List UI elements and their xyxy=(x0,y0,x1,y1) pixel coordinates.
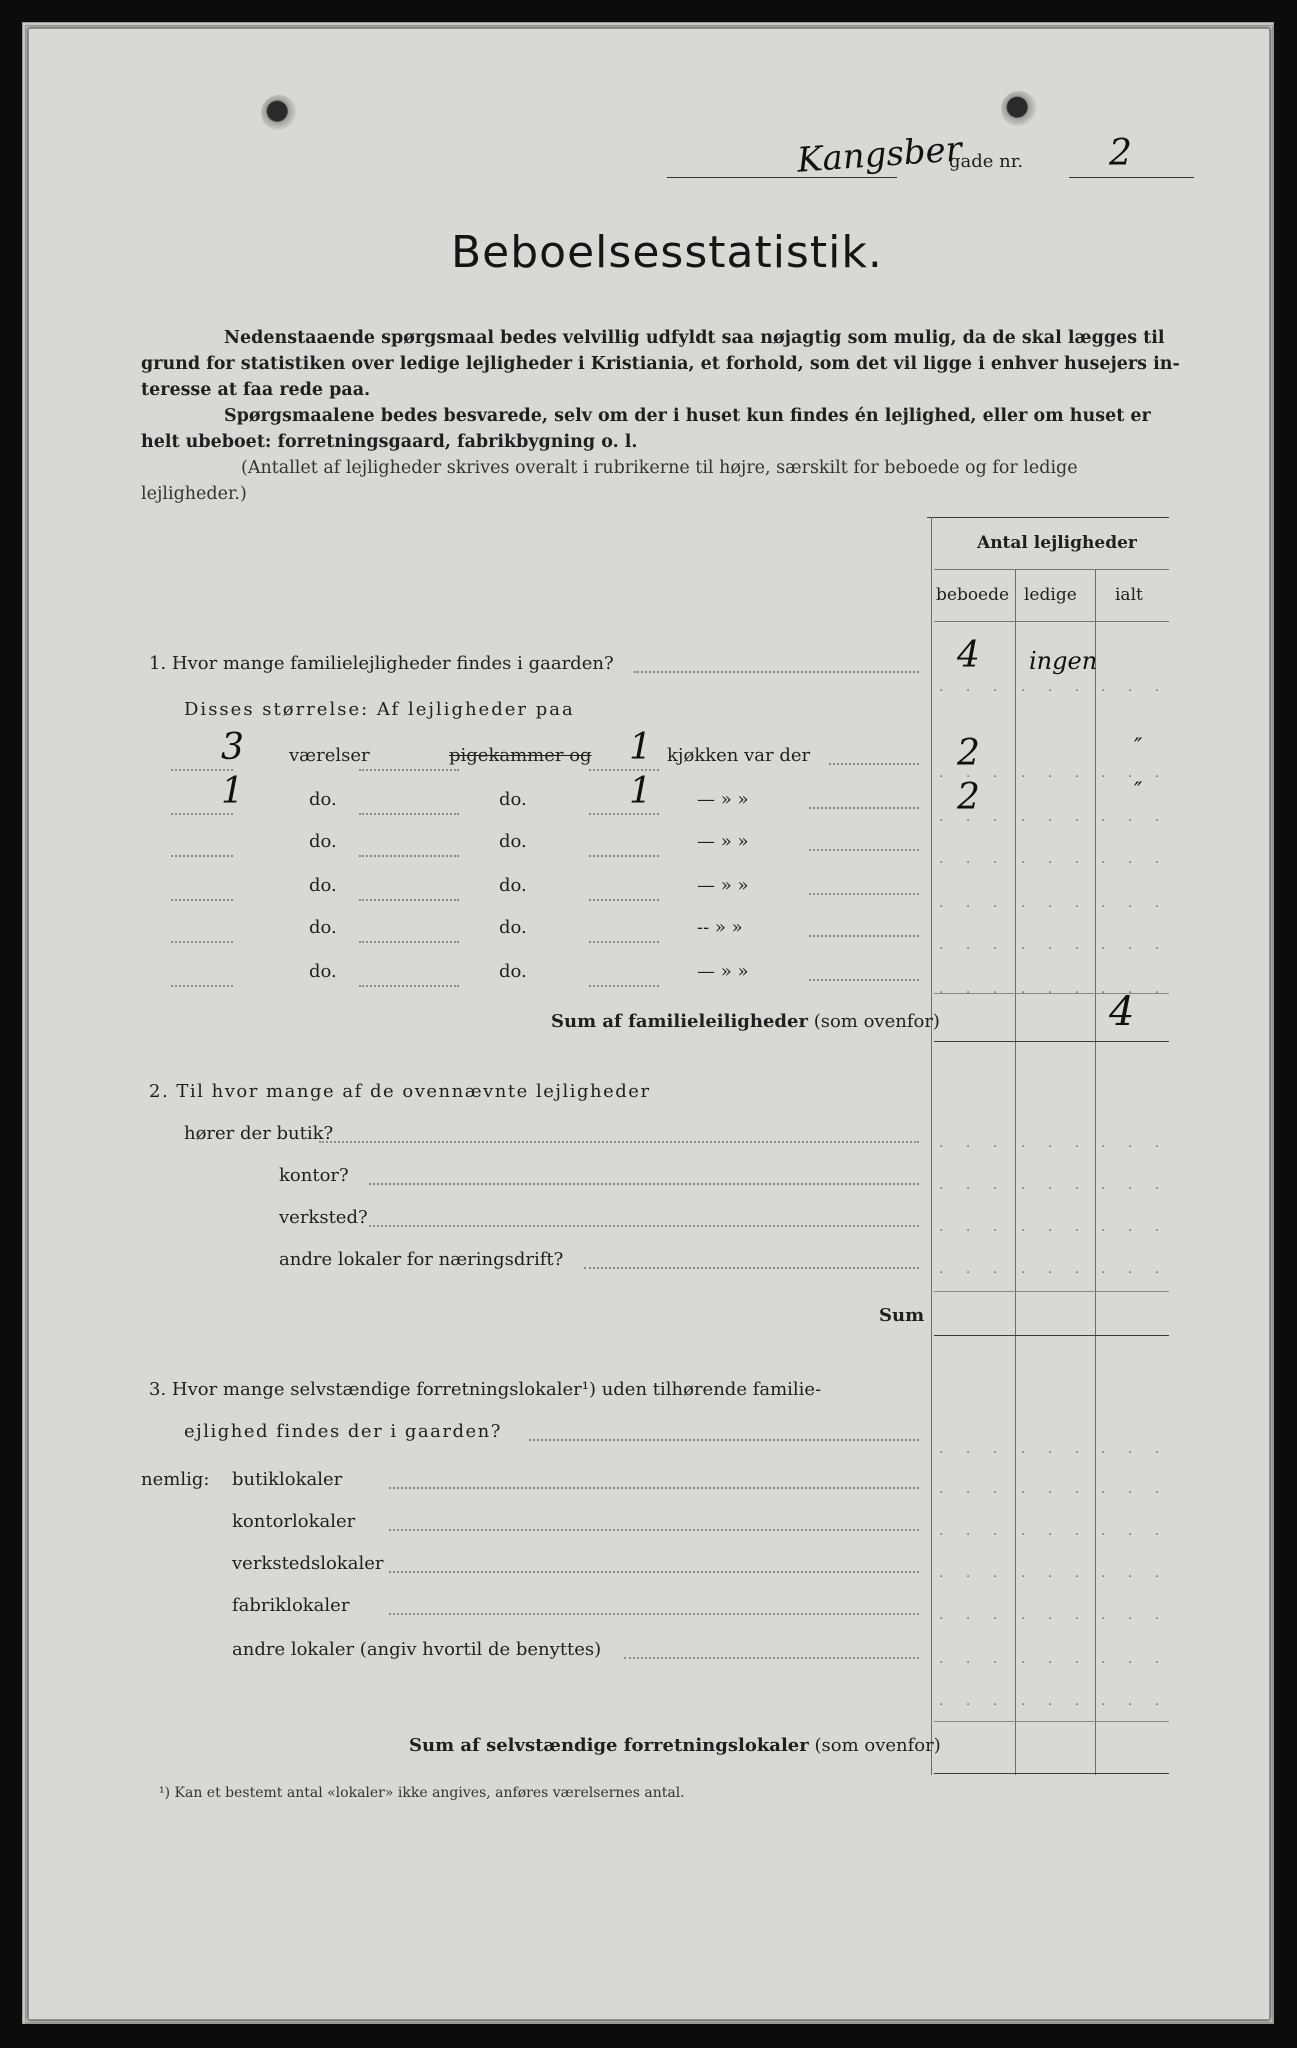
q1-answer-beboede: 4 xyxy=(957,635,980,676)
q1-row-kitchen-label: — » » xyxy=(697,789,749,810)
q1-row-rooms: 1 xyxy=(221,771,244,812)
table-cell: . . . xyxy=(1021,1607,1089,1623)
table-cell: . . . xyxy=(1101,1219,1169,1235)
street-handwritten: Kangsber xyxy=(795,129,964,181)
q1-sum-label xyxy=(551,1011,940,1032)
q1-row-ialt: ″ xyxy=(1134,735,1143,760)
leader-dots xyxy=(624,1657,919,1659)
q1-row-pige-label: do. xyxy=(499,789,527,810)
col-header-ialt: ialt xyxy=(1115,585,1143,605)
table-cell: . . . xyxy=(939,1177,1007,1193)
leader-dots xyxy=(584,1267,919,1269)
table-cell: . . . xyxy=(1101,1693,1169,1709)
punch-hole-icon xyxy=(261,95,297,131)
leader-dots xyxy=(589,941,659,943)
leader-dots xyxy=(359,941,459,943)
table-cell: . . . xyxy=(939,937,1007,953)
sum-top-rule xyxy=(934,1291,1169,1292)
leader-dots xyxy=(171,985,233,987)
q3-item: verkstedslokaler xyxy=(232,1553,384,1574)
table-cell: . . . xyxy=(939,1651,1007,1667)
table-cell: . . . xyxy=(1021,1135,1089,1151)
leader-dots xyxy=(359,769,459,771)
q1-row-pige-label: pigekammer og xyxy=(449,745,592,766)
q1-row-kitchen-label: -- » » xyxy=(697,917,743,938)
table-cell: . . . xyxy=(1101,1441,1169,1457)
table-cell: . . . xyxy=(1101,1651,1169,1667)
q1-row-kitchen: 1 xyxy=(629,771,652,812)
table-cell: . . . xyxy=(1021,1261,1089,1277)
table-cell: . . . xyxy=(1101,809,1169,825)
table-subheader-rule xyxy=(934,621,1169,622)
table-header-rule xyxy=(934,569,1169,570)
footnote: ¹) Kan et bestemt antal «lokaler» ikke angives, anføres værelsernes antal. xyxy=(159,1785,685,1801)
leader-dots xyxy=(319,1141,919,1143)
table-cell: . . . xyxy=(1021,1177,1089,1193)
q1-row-pige-label: do. xyxy=(499,831,527,852)
table-cell: . . . xyxy=(1021,809,1089,825)
col-header-ledige: ledige xyxy=(1024,585,1077,605)
leader-dots xyxy=(389,1529,919,1531)
q1-row-kitchen-label: — » » xyxy=(697,875,749,896)
q3-item: fabriklokaler xyxy=(232,1595,350,1616)
q1-row-pige-label: do. xyxy=(499,875,527,896)
q1-label xyxy=(149,653,614,674)
leader-dots xyxy=(359,985,459,987)
q1-row-beboede: 2 xyxy=(957,777,980,818)
table-cell: . . . xyxy=(939,1565,1007,1581)
q3-nemlig: nemlig: xyxy=(141,1469,210,1490)
q1-row-rooms-label: do. xyxy=(309,917,337,938)
leader-dots xyxy=(589,899,659,901)
table-cell: . . . xyxy=(1101,981,1169,997)
leader-dots xyxy=(359,813,459,815)
table-cell: . . . xyxy=(1021,1565,1089,1581)
q2-label: 2. Til hvor mange af de ovennævnte lejligheder xyxy=(149,1081,651,1102)
table-cell: . . . xyxy=(939,1135,1007,1151)
leader-dots xyxy=(171,899,233,901)
table-cell: . . . xyxy=(1101,1565,1169,1581)
q3-label-line1: 3. Hvor mange selvstændige forretningslokaler¹) uden tilhørende familie- xyxy=(149,1379,822,1400)
table-cell: . . . xyxy=(1021,1523,1089,1539)
leader-dots xyxy=(389,1487,919,1489)
leader-dots xyxy=(809,935,919,937)
street-field xyxy=(667,129,964,181)
table-cell: . . . xyxy=(939,1219,1007,1235)
q1-row-pige-label: do. xyxy=(499,961,527,982)
table-col-divider xyxy=(1095,569,1096,1775)
leader-dots xyxy=(389,1571,919,1573)
table-cell: . . . xyxy=(1101,851,1169,867)
sum-top-rule xyxy=(934,1721,1169,1722)
table-col-divider xyxy=(1015,569,1016,1775)
sum-bottom-rule xyxy=(934,1041,1169,1042)
table-cell: . . . xyxy=(939,1607,1007,1623)
leader-dots xyxy=(589,813,659,815)
q3-sum-suffix: (som ovenfor) xyxy=(814,1735,941,1756)
leader-dots xyxy=(369,1183,919,1185)
q3-item: andre lokaler (angiv hvortil de benyttes) xyxy=(232,1639,602,1660)
q1-row-ialt: ″ xyxy=(1134,779,1143,804)
leader-dots xyxy=(359,899,459,901)
table-cell: . . . xyxy=(1101,895,1169,911)
q1-row-pige-label: do. xyxy=(499,917,527,938)
table-cell: . . . xyxy=(1021,895,1089,911)
table-cell: . . . xyxy=(1021,1441,1089,1457)
page-title: Beboelsesstatistik. xyxy=(451,227,883,278)
q1-row-kitchen: 1 xyxy=(629,727,652,768)
q1-row-rooms-label: værelser xyxy=(289,745,370,766)
table-cell: . . . xyxy=(939,1441,1007,1457)
leader-dots xyxy=(809,979,919,981)
q1-sum-text: Sum af familieleiligheder xyxy=(551,1011,808,1032)
table-cell: . . . xyxy=(1021,1219,1089,1235)
intro-line: Spørgsmaalene bedes besvarede, selv om der i huset kun findes én lejlighed, eller om huset er xyxy=(224,406,1151,426)
q1-row-kitchen-label: — » » xyxy=(697,961,749,982)
q1-row-kitchen-label: kjøkken var der xyxy=(667,745,811,766)
number-handwritten: 2 xyxy=(1109,133,1132,174)
table-cell: . . . xyxy=(1021,1693,1089,1709)
intro-line: teresse at faa rede paa. xyxy=(141,380,371,400)
leader-dots xyxy=(359,855,459,857)
table-cell: . . . xyxy=(1101,1261,1169,1277)
table-cell: . . . xyxy=(939,1523,1007,1539)
q1-disses-label: Disses størrelse: Af lejligheder paa xyxy=(184,699,575,720)
table-cell: . . . xyxy=(1021,679,1089,695)
intro-line: (Antallet af lejligheder skrives overalt i rubrikerne til højre, særskilt for beboede og for ledige xyxy=(241,458,1078,478)
intro-line: lejligheder.) xyxy=(141,484,247,504)
q2-item: andre lokaler for næringsdrift? xyxy=(279,1249,564,1270)
q1-row-rooms-label: do. xyxy=(309,789,337,810)
table-cell: . . . xyxy=(939,851,1007,867)
q1-row-beboede: 2 xyxy=(957,733,980,774)
intro-line: Nedenstaaende spørgsmaal bedes velvillig udfyldt saa nøjagtig som mulig, da de skal lægges til xyxy=(224,328,1165,348)
q3-sum-label xyxy=(409,1735,941,1756)
q1-sum-ialt: 4 xyxy=(1109,989,1135,1035)
table-cell: . . . xyxy=(939,981,1007,997)
table-cell: . . . xyxy=(1101,1523,1169,1539)
table-cell: . . . xyxy=(1021,937,1089,953)
table-cell: . . . xyxy=(1101,1135,1169,1151)
q1-sum-suffix: (som ovenfor) xyxy=(813,1011,940,1032)
table-cell: . . . xyxy=(939,895,1007,911)
table-cell: . . . xyxy=(1021,765,1089,781)
sum-bottom-rule xyxy=(934,1773,1169,1774)
table-cell: . . . xyxy=(939,1261,1007,1277)
q3-item: butiklokaler xyxy=(232,1469,343,1490)
table-cell: . . . xyxy=(1021,1651,1089,1667)
q1-row-kitchen-label: — » » xyxy=(697,831,749,852)
q1-row-rooms-label: do. xyxy=(309,831,337,852)
street-label: gade nr. xyxy=(949,151,1024,172)
table-cell: . . . xyxy=(1021,851,1089,867)
q1-row-rooms: 3 xyxy=(221,727,244,768)
col-header-beboede: beboede xyxy=(936,585,1010,605)
table-cell: . . . xyxy=(1101,765,1169,781)
q1-row-rooms-label: do. xyxy=(309,961,337,982)
leader-dots xyxy=(369,1225,919,1227)
table-cell: . . . xyxy=(939,765,1007,781)
table-top-rule xyxy=(927,517,1169,518)
leader-dots xyxy=(171,855,233,857)
q2-item: hører der butik? xyxy=(184,1123,334,1144)
number-field xyxy=(1069,133,1194,178)
leader-dots xyxy=(809,849,919,851)
sum-bottom-rule xyxy=(934,1335,1169,1336)
q3-label-line2: ejlighed findes der i gaarden? xyxy=(184,1421,502,1442)
table-cell: . . . xyxy=(939,1481,1007,1497)
table-cell: . . . xyxy=(1021,981,1089,997)
table-cell: . . . xyxy=(1021,1481,1089,1497)
q3-item: kontorlokaler xyxy=(232,1511,356,1532)
punch-hole-icon xyxy=(1001,91,1037,127)
intro-line: helt ubeboet: forretningsgaard, fabrikbygning o. l. xyxy=(141,432,638,452)
leader-dots xyxy=(829,763,919,765)
leader-dots xyxy=(171,941,233,943)
table-cell: . . . xyxy=(1101,679,1169,695)
q1-text: 1. Hvor mange familielejligheder findes i gaarden? xyxy=(149,653,614,674)
q2-sum-label: Sum xyxy=(879,1305,925,1326)
table-cell: . . . xyxy=(1101,1607,1169,1623)
intro-line: grund for statistiken over ledige lejligheder i Kristiania, et forhold, som det vil ligge i enhver husejers in- xyxy=(141,354,1180,374)
leader-dots xyxy=(589,985,659,987)
q3-sum-text: Sum af selvstændige forretningslokaler xyxy=(409,1735,809,1756)
table-cell: . . . xyxy=(1101,937,1169,953)
leader-dots xyxy=(589,855,659,857)
leader-dots xyxy=(171,813,233,815)
leader-dots xyxy=(809,893,919,895)
table-cell: . . . xyxy=(939,679,1007,695)
leader-dots xyxy=(634,671,919,673)
form-page xyxy=(28,28,1270,2020)
q1-answer-ledige: ingen xyxy=(1029,647,1098,675)
q2-item: verksted? xyxy=(279,1207,368,1228)
leader-dots xyxy=(389,1613,919,1615)
q1-row-rooms-label: do. xyxy=(309,875,337,896)
table-cell: . . . xyxy=(939,1693,1007,1709)
leader-dots xyxy=(809,807,919,809)
table-cell: . . . xyxy=(1101,1481,1169,1497)
leader-dots xyxy=(529,1439,919,1441)
table-group-header: Antal lejligheder xyxy=(977,533,1137,553)
table-cell: . . . xyxy=(939,809,1007,825)
table-cell: . . . xyxy=(1101,1177,1169,1193)
q2-item: kontor? xyxy=(279,1165,349,1186)
table-left-border xyxy=(931,517,932,1775)
